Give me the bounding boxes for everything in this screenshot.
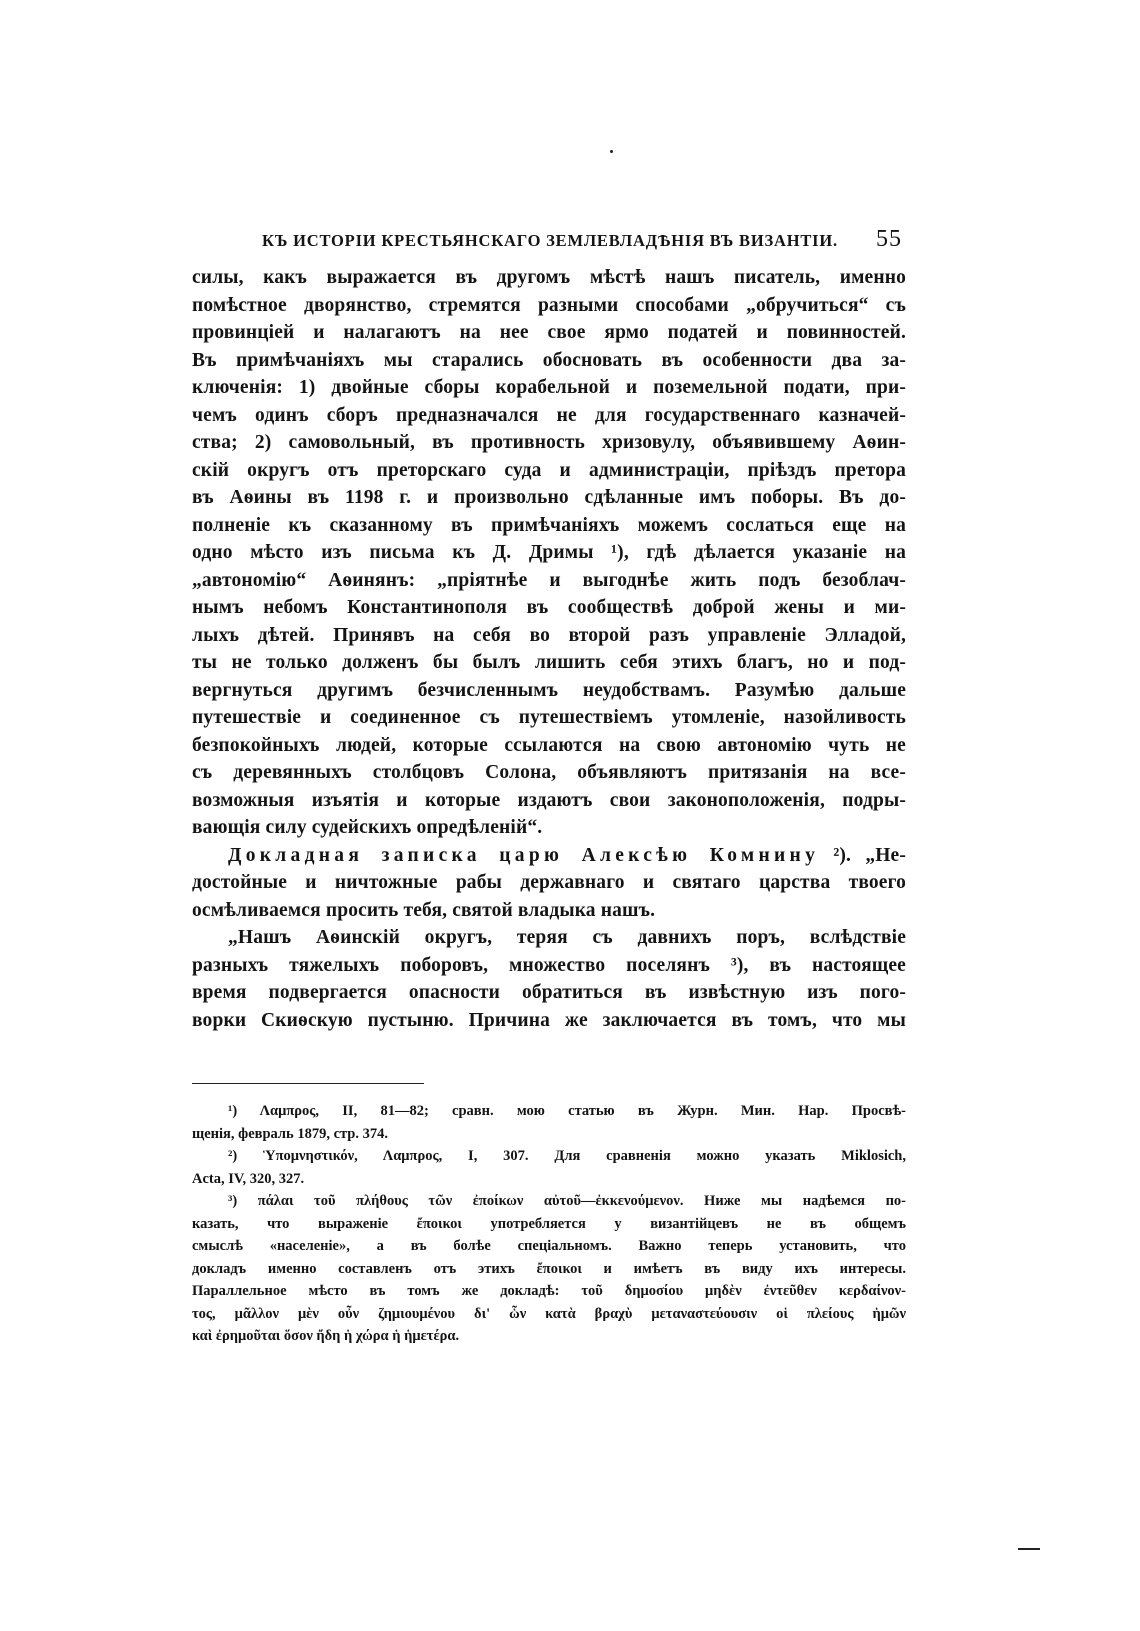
footnote-line: τος, μᾶλλον μὲν οὖν ζημιουμένου δι' ὧν κατὰ βραχὺ μεταναστεύουσιν οἱ πλείους ἡμῶν bbox=[192, 1305, 906, 1322]
body-text bbox=[192, 264, 906, 1034]
footnote-divider bbox=[192, 1083, 424, 1084]
body-line: одно мѣсто изъ письма къ Д. Дримы ¹), гдѣ дѣлается указаніе на bbox=[192, 542, 906, 563]
corner-dash bbox=[1018, 1548, 1040, 1550]
body-line: достойные и ничтожные рабы державнаго и святаго царства твоего bbox=[192, 872, 906, 893]
footnote-line: смыслѣ «населеніе», а въ болѣе спеціальномъ. Важно теперь установить, что bbox=[192, 1238, 906, 1254]
document-heading-line bbox=[228, 842, 906, 870]
footnote-line: казать, что выраженіе ἔποικοι употребляется у византійцевъ не въ общемъ bbox=[192, 1215, 906, 1232]
body-line: провинціей и налагаютъ на нее свое ярмо податей и повинностей. bbox=[192, 322, 906, 343]
footnotes bbox=[192, 1100, 906, 1348]
page-number: 55 bbox=[876, 226, 902, 252]
body-line: нымъ небомъ Константинополя въ сообществѣ доброй жены и ми- bbox=[192, 597, 906, 618]
body-line: ворки Скиѳскую пустыню. Причина же заключается въ томъ, что мы bbox=[192, 1009, 906, 1031]
body-line: путешествіе и соединенное съ путешествіемъ утомленіе, назойливость bbox=[192, 707, 906, 728]
footnote-line: щенія, февраль 1879, стр. 374. bbox=[192, 1125, 388, 1142]
page-speck bbox=[610, 150, 613, 153]
body-line: осмѣливаемся просить тебя, святой владыка нашъ. bbox=[192, 899, 656, 921]
body-line: ства; 2) самовольный, въ противность хризовулу, объявившему Аѳин- bbox=[192, 432, 906, 453]
body-line: лыхъ дѣтей. Принявъ на себя во второй разъ управленіе Элладой, bbox=[192, 624, 906, 646]
footnote-line: Acta, IV, 320, 327. bbox=[192, 1170, 305, 1187]
body-line: разныхъ тяжелыхъ поборовъ, множество поселянъ ³), въ настоящее bbox=[192, 954, 906, 976]
running-head bbox=[262, 226, 902, 253]
footnote-line: ²) Ὑπομνηστικόν, Λαμπρος, I, 307. Для сравненія можно указать Miklosich, bbox=[228, 1148, 906, 1164]
body-line: безпокойныхъ людей, которые ссылаются на свою автономію чуть не bbox=[192, 734, 906, 756]
body-line: съ деревянныхъ столбцовъ Солона, объявляютъ притязанія на все- bbox=[192, 762, 906, 783]
footnote-line: καὶ ἐρημοῦται ὅσον ἤδη ἡ χώρα ἡ ἡμετέρα. bbox=[192, 1328, 460, 1344]
body-line: Въ примѣчаніяхъ мы старались обосновать въ особенности два за- bbox=[192, 349, 906, 371]
footnote-line: Параллельное мѣсто въ томъ же докладѣ: τοῦ δημοσίου μηδὲν ἐντεῦθεν κερδαίνον- bbox=[192, 1283, 906, 1299]
running-title: КЪ ИСТОРІИ КРЕСТЬЯНСКАГО ЗЕМЛЕВЛАДѢНІЯ ВЪ ВИЗАНТІИ. bbox=[262, 231, 838, 250]
body-line: вергнуться другимъ безчисленнымъ неудобствамъ. Разумѣю дальше bbox=[192, 679, 906, 701]
body-line: полненіе къ сказанному въ примѣчаніяхъ можемъ сослаться еще на bbox=[192, 514, 906, 536]
body-line: „автономію“ Аѳинянъ: „пріятнѣе и выгоднѣе жить подъ безоблач- bbox=[192, 569, 906, 591]
body-line: ключенія: 1) двойные сборы корабельной и поземельной подати, при- bbox=[192, 377, 906, 398]
body-line: чемъ одинъ сборъ предназначался не для государственнаго казначей- bbox=[192, 404, 906, 426]
footnote-line: ³) πάλαι τοῦ πλήθους τῶν ἐποίκων αὐτοῦ—ἐκκενούμενον. Ниже мы надѣемся по- bbox=[228, 1193, 906, 1209]
body-line: помѣстное дворянство, стремятся разными способами „обручиться“ съ bbox=[192, 294, 906, 316]
body-line: въ Аѳины въ 1198 г. и произвольно сдѣланные имъ поборы. Въ до- bbox=[192, 487, 906, 508]
footnote-line: докладъ именно составленъ отъ этихъ ἔποικοι и имѣетъ въ виду ихъ интересы. bbox=[192, 1260, 906, 1277]
body-line: вающія силу судейскихъ опредѣленій“. bbox=[192, 817, 543, 838]
document-heading-continuation: ²). „Не- bbox=[833, 844, 907, 866]
body-line: силы, какъ выражается въ другомъ мѣстѣ нашъ писатель, именно bbox=[192, 267, 906, 288]
document-heading: Докладная записка царю Алексѣю Комнину bbox=[228, 844, 820, 866]
body-line: скій округъ отъ преторскаго суда и администраціи, пріѣздъ претора bbox=[192, 459, 906, 481]
body-line: „Нашъ Аѳинскій округъ, теряя съ давнихъ поръ, вслѣдствіе bbox=[228, 927, 906, 948]
body-line: возможныя изъятія и которые издаютъ свои законоположенія, подры- bbox=[192, 789, 906, 811]
body-line: время подвергается опасности обратиться въ извѣстную изъ пого- bbox=[192, 982, 906, 1003]
body-line: ты не только долженъ бы былъ лишить себя этихъ благъ, но и под- bbox=[192, 652, 906, 673]
footnote-line: ¹) Λαμπρος, II, 81—82; сравн. мою статью въ Журн. Мин. Нар. Просвѣ- bbox=[228, 1103, 906, 1119]
